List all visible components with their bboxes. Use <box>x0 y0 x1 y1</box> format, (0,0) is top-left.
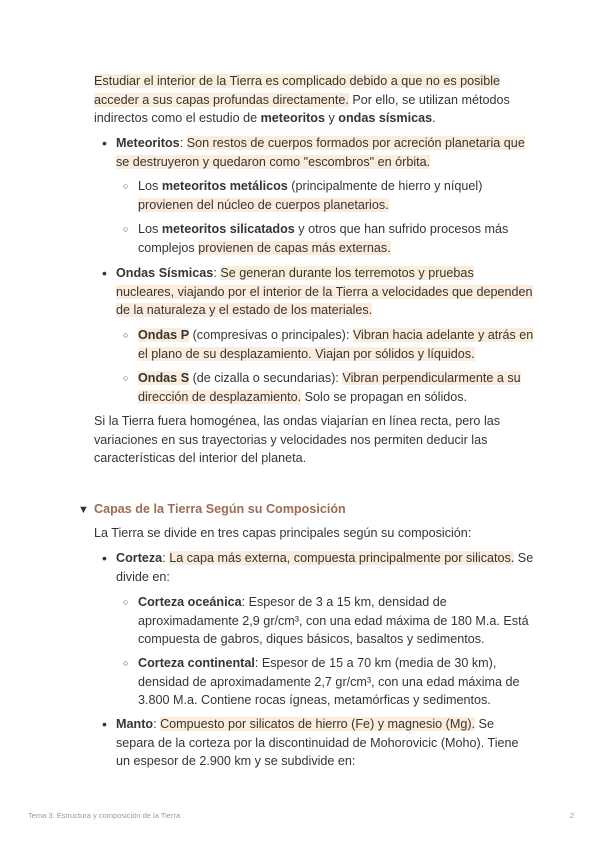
ondas-p-highlight: Vibran hacia adelante y atrás en el plano de su desplazamiento. Viajan por sólidos y líquidos. <box>138 328 534 361</box>
continental-text: : Espesor de 15 a 70 km (media de 30 km), densidad de aproximadamente 2,7 gr/cm³, con una edad máxima de 3.800 M.a. Contiene rocas ígneas, metamórficas y sedimentos. <box>138 656 520 708</box>
manto-colon: : <box>153 717 161 731</box>
homogenea-paragraph: Si la Tierra fuera homogénea, las ondas viajarían en línea recta, pero las variaciones en sus trayectorias y velocidades nos permiten deducir las características del interior del planeta. <box>94 414 501 466</box>
intro-text: Por ello, se utilizan métodos indirectos como el estudio de <box>94 92 510 126</box>
meteoritos-label: Meteoritos <box>116 136 180 150</box>
metalicos-highlight: provienen del núcleo de cuerpos planetarios. <box>138 197 389 212</box>
intro-bold-meteoritos: meteoritos <box>260 111 325 126</box>
metalicos-bold: meteoritos metálicos <box>161 179 288 193</box>
ondas-s-bold: Ondas S <box>138 371 190 385</box>
intro-text-2: y <box>325 111 339 126</box>
page-footer <box>28 811 574 821</box>
ondas-s-text-2: Solo se propagan en sólidos. <box>301 389 468 404</box>
silicatados-text-2: y otros que han sufrido procesos más complejos <box>138 222 509 255</box>
ondas-colon: : <box>213 266 221 280</box>
metalicos-text-2: (principalmente de hierro y níquel) <box>287 179 483 193</box>
continental-bold: Corteza continental <box>138 656 255 670</box>
intro-highlight: Estudiar el interior de la Tierra es complicado debido a que no es posible acceder a sus capas profundas directamente. <box>94 74 501 107</box>
meteoritos-highlight: Son restos de cuerpos formados por acreción planetaria que se destruyeron y quedaron como "escombros" en órbita. <box>116 136 525 169</box>
oceanica-bold: Corteza oceánica <box>138 595 242 609</box>
capas-intro-paragraph: La Tierra se divide en tres capas principales según su composición: <box>94 526 472 540</box>
section-title: Capas de la Tierra Según su Composición <box>94 502 346 516</box>
manto-highlight: Compuesto por silicatos de hierro (Fe) y magnesio (Mg). <box>160 717 476 731</box>
manto-text: Se separa de la corteza por la discontinuidad de Mohorovicic (Moho). Tiene un espesor de 2.900 km y se subdivide en: <box>116 717 519 769</box>
intro-paragraph <box>94 72 534 128</box>
silicatados-bold: meteoritos silicatados <box>161 222 295 236</box>
ondas-p-bold: Ondas P <box>138 328 190 342</box>
corteza-highlight: La capa más externa, compuesta principalmente por silicatos. <box>169 551 515 565</box>
intro-text-3: . <box>432 111 436 126</box>
list-item-meteoritos-silicatados <box>138 220 534 257</box>
toggle-triangle-icon[interactable]: ▼ <box>78 504 89 516</box>
metalicos-text: Los <box>138 179 162 193</box>
oceanica-text: : Espesor de 3 a 15 km, densidad de aproximadamente 2,9 gr/cm³, con una edad máxima de 180 M.a. Está compuesta de gabros, diques básicos, basaltos y sedimentos. <box>138 595 529 647</box>
ondas-p-text: (compresivas o principales): <box>189 328 353 342</box>
intro-bold-ondas: ondas sísmicas <box>338 111 433 126</box>
list-item-ondas-p <box>138 326 534 363</box>
list-item-manto <box>116 715 534 771</box>
meteoritos-colon: : <box>179 136 187 150</box>
page-number: 2 <box>569 811 574 820</box>
ondas-s-text: (de cizalla o secundarias): <box>189 371 343 385</box>
section-toggle-capas[interactable] <box>78 500 538 520</box>
list-item-meteoritos <box>116 134 534 171</box>
manto-label: Manto <box>116 717 154 731</box>
ondas-highlight: Se generan durante los terremotos y pruebas nucleares, viajando por el interior de la Tierra a velocidades que dependen de la naturaleza y el estado de los materiales. <box>116 266 533 318</box>
corteza-colon: : <box>162 551 170 565</box>
list-item-corteza <box>116 549 534 586</box>
list-item-corteza-continental <box>138 654 534 710</box>
silicatados-highlight: provienen de capas más externas. <box>198 240 391 255</box>
list-item-corteza-oceanica <box>138 593 534 649</box>
ondas-label: Ondas Sísmicas <box>116 266 214 280</box>
list-item-ondas-sismicas <box>116 264 534 320</box>
corteza-label: Corteza <box>116 551 163 565</box>
corteza-text: Se divide en: <box>116 551 534 584</box>
list-item-meteoritos-metalicos <box>138 177 534 214</box>
list-item-ondas-s <box>138 369 534 406</box>
silicatados-text: Los <box>138 222 162 236</box>
ondas-s-highlight: Vibran perpendicularmente a su dirección de desplazamiento. <box>138 371 521 404</box>
footer-title: Tema 3: Estructura y composición de la Tierra <box>28 811 181 820</box>
